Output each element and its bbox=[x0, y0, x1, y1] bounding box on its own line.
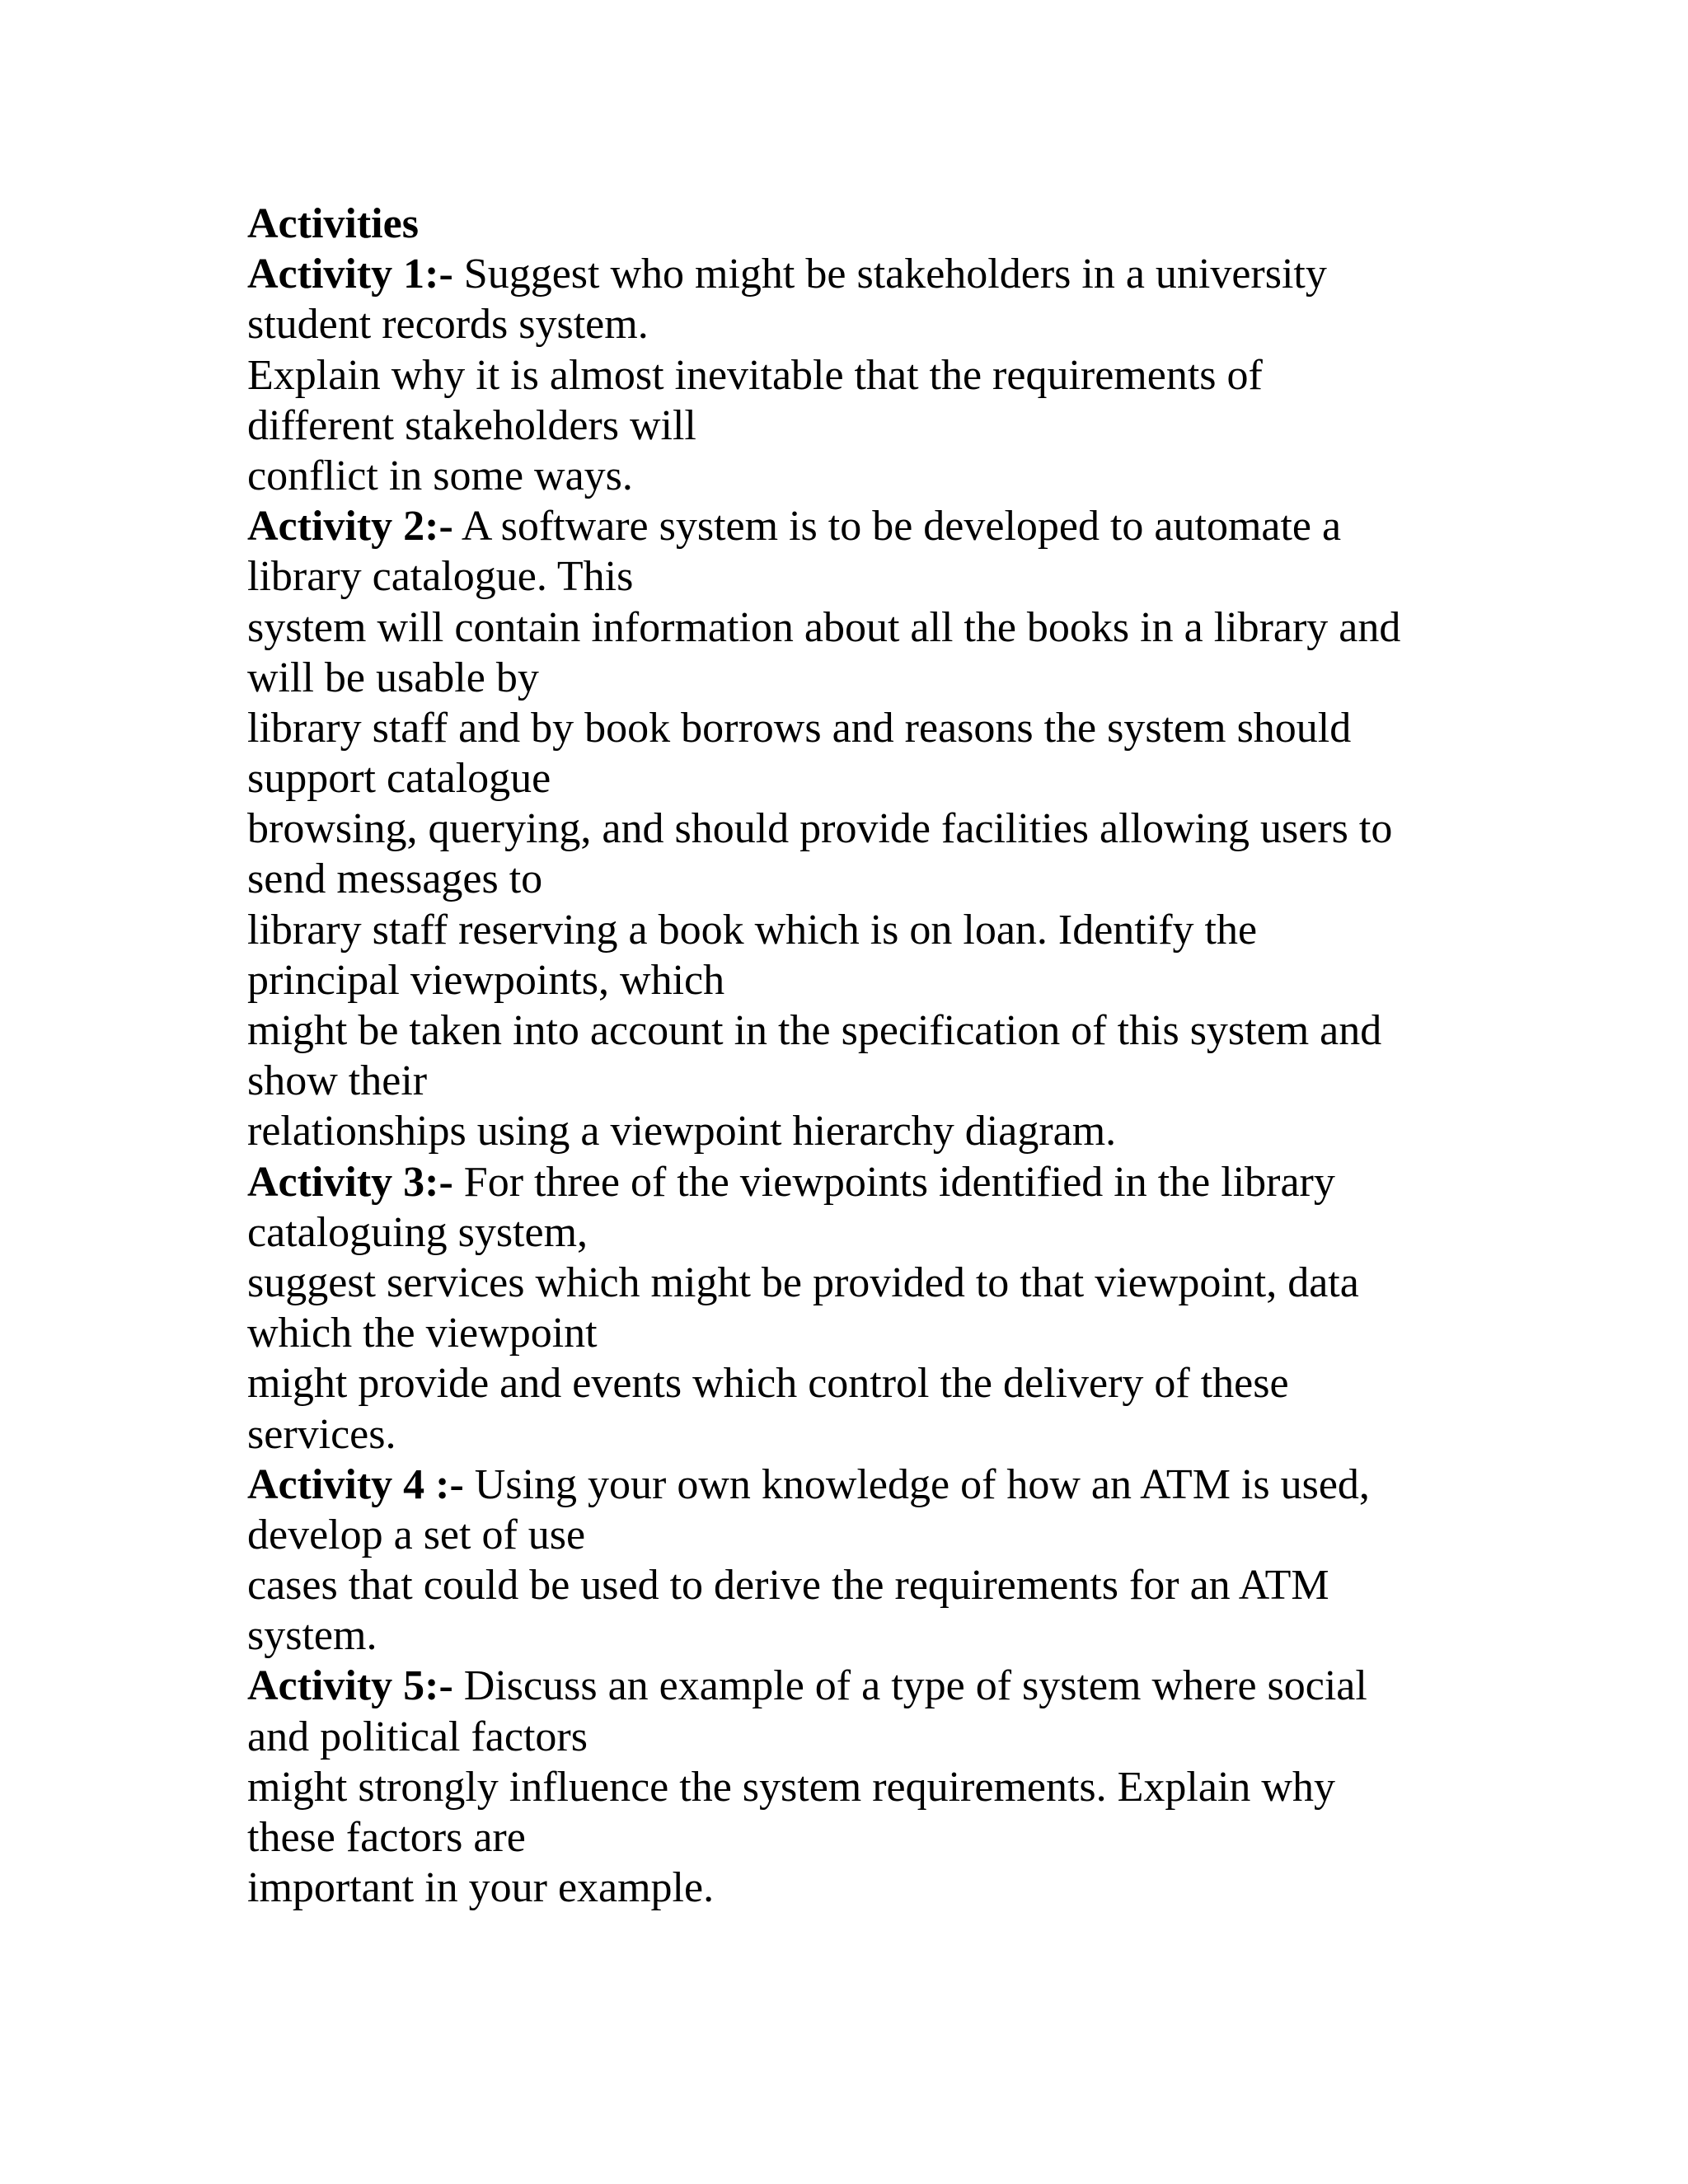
line-text: might strongly influence the system requirements. Explain why bbox=[247, 1763, 1335, 1811]
line-text: library catalogue. This bbox=[247, 553, 634, 601]
document-line bbox=[247, 1409, 1648, 1460]
document-line bbox=[247, 804, 1648, 854]
document-line bbox=[247, 249, 1648, 299]
document-line bbox=[247, 1661, 1648, 1711]
activity-label: Activity 3:- bbox=[247, 1158, 453, 1206]
document-line bbox=[247, 653, 1648, 703]
document-line bbox=[247, 1106, 1648, 1156]
document-line bbox=[247, 854, 1648, 904]
document-line bbox=[247, 1610, 1648, 1661]
document-line bbox=[247, 1308, 1648, 1358]
line-text: relationships using a viewpoint hierarchy diagram. bbox=[247, 1108, 1117, 1155]
document-line bbox=[247, 753, 1648, 804]
line-text: cases that could be used to derive the requirements for an ATM bbox=[247, 1562, 1329, 1610]
line-text: student records system. bbox=[247, 301, 649, 349]
document-line bbox=[247, 1863, 1648, 1913]
line-text: principal viewpoints, which bbox=[247, 956, 725, 1004]
document-line bbox=[247, 1712, 1648, 1762]
line-text: support catalogue bbox=[247, 755, 551, 803]
document-line bbox=[247, 703, 1648, 753]
document-line bbox=[247, 1358, 1648, 1408]
line-text: these factors are bbox=[247, 1814, 526, 1861]
activity-label: Activity 2:- bbox=[247, 503, 453, 551]
activity-label: Activity 1:- bbox=[247, 251, 453, 298]
line-text: suggest services which might be provided to that viewpoint, data bbox=[247, 1258, 1359, 1306]
line-text: conflict in some ways. bbox=[247, 452, 633, 499]
document-line bbox=[247, 1005, 1648, 1056]
document-lines bbox=[247, 249, 1648, 1913]
line-text: Suggest who might be stakeholders in a university bbox=[452, 251, 1327, 298]
line-text: show their bbox=[247, 1057, 428, 1105]
document-line bbox=[247, 905, 1648, 955]
line-text: A software system is to be developed to automate a bbox=[452, 503, 1342, 551]
document-line bbox=[247, 501, 1648, 551]
activity-label: Activity 4 :- bbox=[247, 1460, 464, 1508]
document-line bbox=[247, 1560, 1648, 1610]
document-line bbox=[247, 602, 1648, 653]
document-line bbox=[247, 1157, 1648, 1207]
activity-label: Activity 5:- bbox=[247, 1662, 453, 1710]
document-line bbox=[247, 1762, 1648, 1812]
document-line bbox=[247, 1460, 1648, 1510]
document-body bbox=[247, 199, 1648, 1913]
line-text: cataloguing system, bbox=[247, 1208, 588, 1256]
document-line bbox=[247, 1056, 1648, 1106]
document-line bbox=[247, 955, 1648, 1005]
line-text: browsing, querying, and should provide facilities allowing users to bbox=[247, 805, 1393, 853]
line-text: will be usable by bbox=[247, 654, 539, 701]
document-line bbox=[247, 1510, 1648, 1560]
document-line bbox=[247, 401, 1648, 451]
line-text: might provide and events which control the delivery of these bbox=[247, 1360, 1289, 1408]
document-line bbox=[247, 551, 1648, 602]
document-line bbox=[247, 350, 1648, 401]
document-line bbox=[247, 1207, 1648, 1258]
document-line bbox=[247, 451, 1648, 501]
document-heading: Activities bbox=[247, 200, 419, 247]
line-text: library staff reserving a book which is on loan. Identify the bbox=[247, 906, 1258, 954]
line-text: Using your own knowledge of how an ATM is used, bbox=[463, 1460, 1370, 1508]
document-line bbox=[247, 1812, 1648, 1863]
line-text: For three of the viewpoints identified in the library bbox=[452, 1158, 1335, 1206]
line-text: library staff and by book borrows and reasons the system should bbox=[247, 704, 1352, 752]
line-text: which the viewpoint bbox=[247, 1310, 598, 1357]
document-line bbox=[247, 299, 1648, 349]
line-text: system. bbox=[247, 1612, 377, 1660]
line-text: Explain why it is almost inevitable that the requirements of bbox=[247, 351, 1263, 399]
line-text: services. bbox=[247, 1410, 396, 1458]
line-text: system will contain information about all the books in a library and bbox=[247, 603, 1401, 651]
line-text: different stakeholders will bbox=[247, 401, 696, 449]
line-text: might be taken into account in the specification of this system and bbox=[247, 1007, 1382, 1054]
line-text: important in your example. bbox=[247, 1864, 715, 1912]
line-text: develop a set of use bbox=[247, 1511, 586, 1558]
line-text: Discuss an example of a type of system where social bbox=[452, 1662, 1367, 1710]
line-text: send messages to bbox=[247, 855, 543, 903]
document-line bbox=[247, 1258, 1648, 1308]
line-text: and political factors bbox=[247, 1713, 588, 1760]
